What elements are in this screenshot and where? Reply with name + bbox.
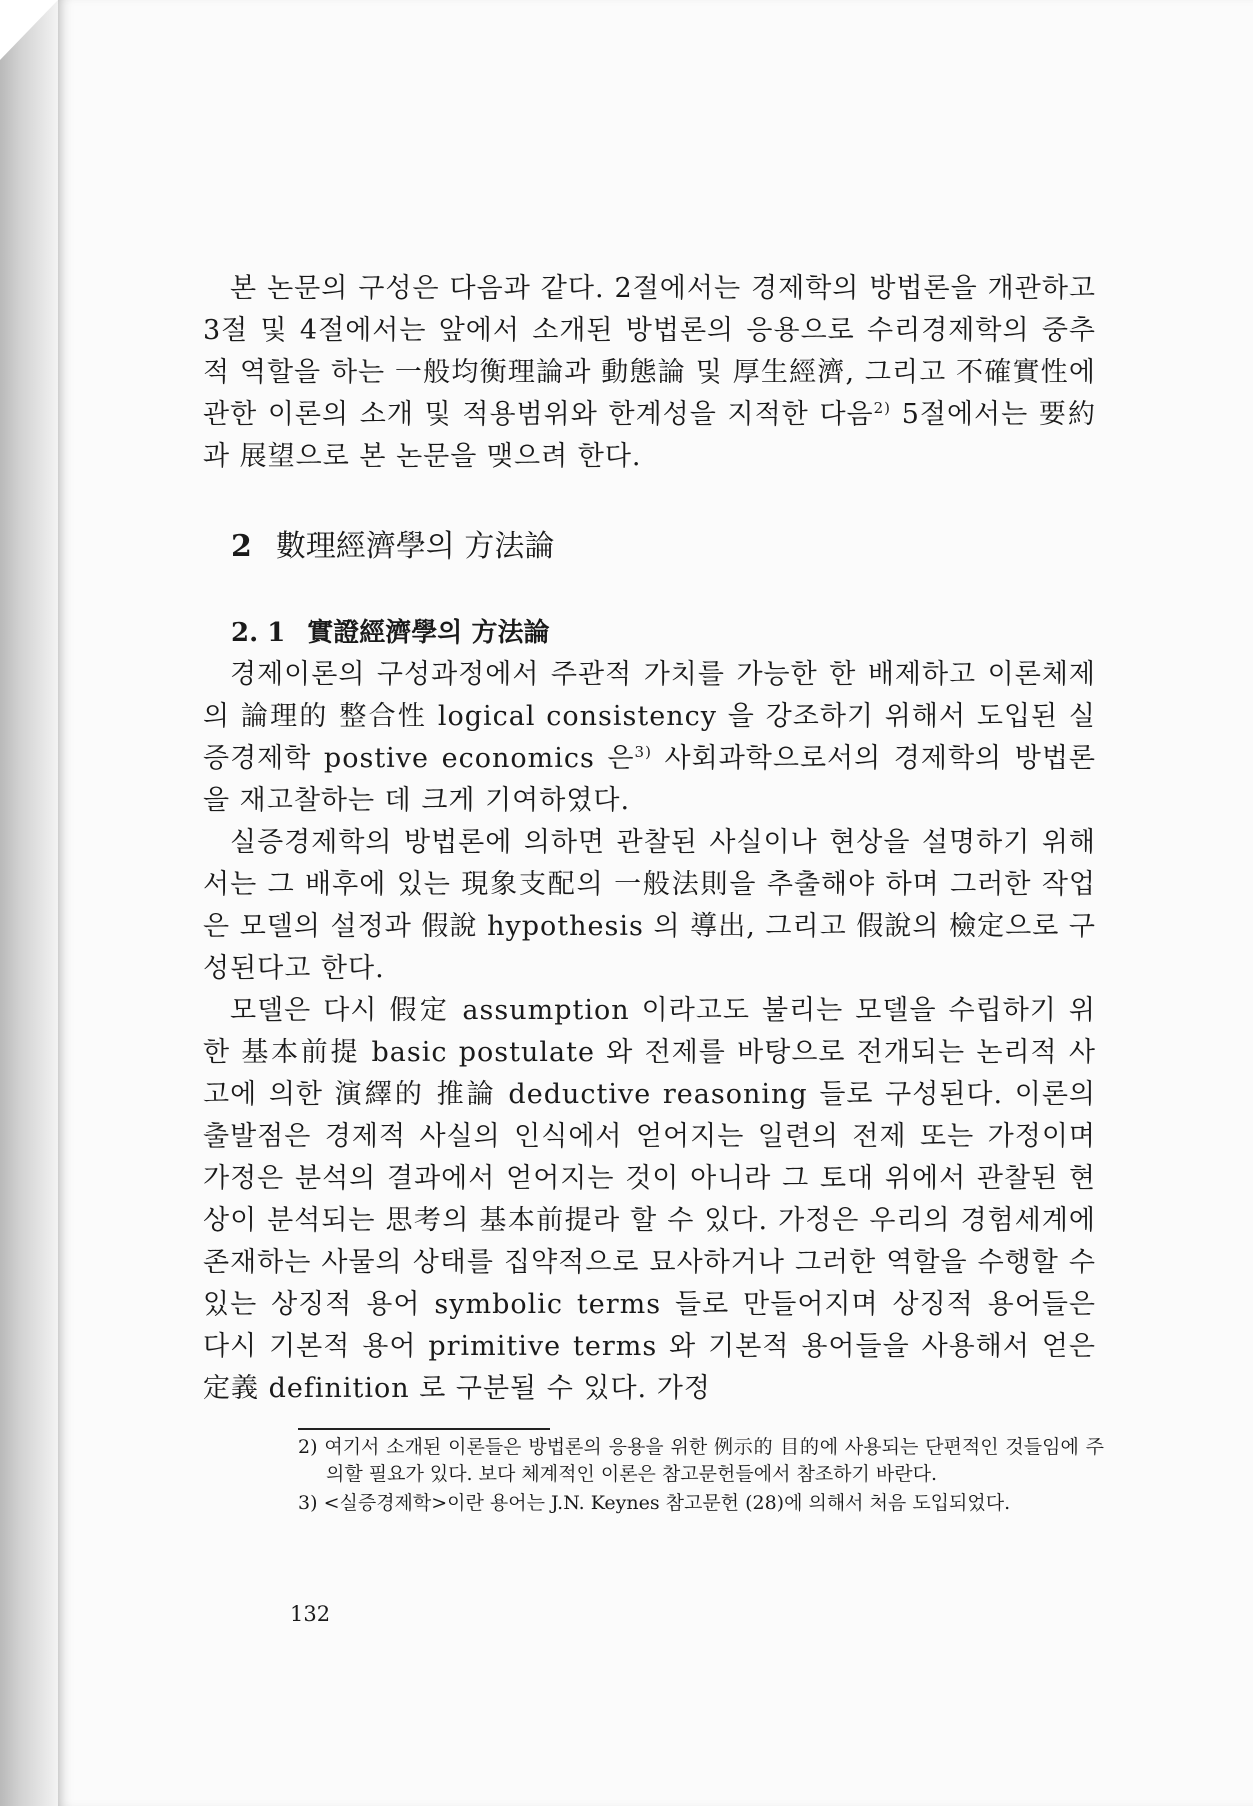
page-body — [203, 268, 1096, 1410]
paragraph-1-text-1: 경제이론의 구성과정에서 주관적 가치를 가능한 한 배제하고 이론체제의 論理的 整合性 logical consistency 을 강조하기 위해서 도입된 실증경제학 postive economics 은 — [203, 659, 1096, 774]
footnote-2 — [298, 1434, 1104, 1488]
footnote-separator — [298, 1428, 550, 1430]
footnote-marker: 2) — [298, 1436, 318, 1458]
footnote-ref-3[interactable]: 3) — [634, 743, 652, 761]
section-title: 數理經濟學의 方法論 — [275, 529, 555, 564]
footnote-marker: 3) — [298, 1492, 318, 1514]
footnotes — [298, 1434, 1104, 1519]
intro-paragraph — [203, 268, 1096, 478]
subsection-title: 實證經濟學의 方法論 — [307, 618, 550, 648]
footnote-3 — [298, 1490, 1104, 1517]
paragraph-1-text-2: 사회과학으로서의 경제학의 방법론을 재고찰하는 데 크게 기여하였다. — [203, 743, 1096, 816]
subsection-number: 2. 1 — [231, 618, 286, 648]
intro-text-1: 본 논문의 구성은 다음과 같다. 2절에서는 경제학의 방법론을 개관하고 3절 및 4절에서는 앞에서 소개된 방법론의 응용으로 수리경제학의 중추적 역할을 하는 一般均衡理論과 動態論 및 厚生經濟, 그리고 不確實性에 관한 이론의 소개 및 적용범위와 한계성을 지적한 다음 — [203, 273, 1096, 430]
subsection-heading — [203, 612, 1096, 654]
section-number: 2 — [231, 529, 252, 564]
book-page-edge — [0, 0, 58, 1806]
body-paragraph-2: 실증경제학의 방법론에 의하면 관찰된 사실이나 현상을 설명하기 위해서는 그 배후에 있는 現象支配의 一般法則을 추출해야 하며 그러한 작업은 모델의 설정과 假說 hypothesis 의 導出, 그리고 假說의 檢定으로 구성된다고 한다. — [203, 827, 1096, 984]
footnote-text: <실증경제학>이란 용어는 J.N. Keynes 참고문헌 (28)에 의해서 처음 도입되었다. — [323, 1492, 1011, 1514]
footnote-text: 여기서 소개된 이론들은 방법론의 응용을 위한 例示的 目的에 사용되는 단편적인 것들임에 주의할 필요가 있다. 보다 체계적인 이론은 참고문헌들에서 참조하기 바란다. — [324, 1436, 1104, 1485]
footnote-ref-2[interactable]: 2) — [873, 399, 892, 417]
section-heading — [203, 522, 1096, 572]
page-number: 132 — [290, 1602, 331, 1626]
body-paragraph-3: 모델은 다시 假定 assumption 이라고도 불리는 모델을 수립하기 위한 基本前提 basic postulate 와 전제를 바탕으로 전개되는 논리적 사고에 의한 演繹的 推論 deductive reasoning 들로 구성된다. 이론의 출발점은 경제적 사실의 인식에서 얻어지는 일련의 전제 또는 가정이며 가정은 분석의 결과에서 얻어지는 것이 아니라 그 토대 위에서 관찰된 현상이 분석되는 思考의 基本前提라 할 수 있다. 가정은 우리의 경험세계에 존재하는 사물의 상태를 집약적으로 묘사하거나 그러한 역할을 수행할 수 있는 상징적 용어 symbolic terms 들로 만들어지며 상징적 용어들은 다시 기본적 용어 primitive terms 와 기본적 용어들을 사용해서 얻은 定義 definition 로 구분될 수 있다. 가정 — [203, 995, 1096, 1404]
book-corner — [0, 0, 58, 60]
intro-text-2: 5절에서는 要約과 展望으로 본 논문을 맺으려 한다. — [203, 399, 1096, 472]
body-paragraph-1 — [203, 654, 1096, 822]
